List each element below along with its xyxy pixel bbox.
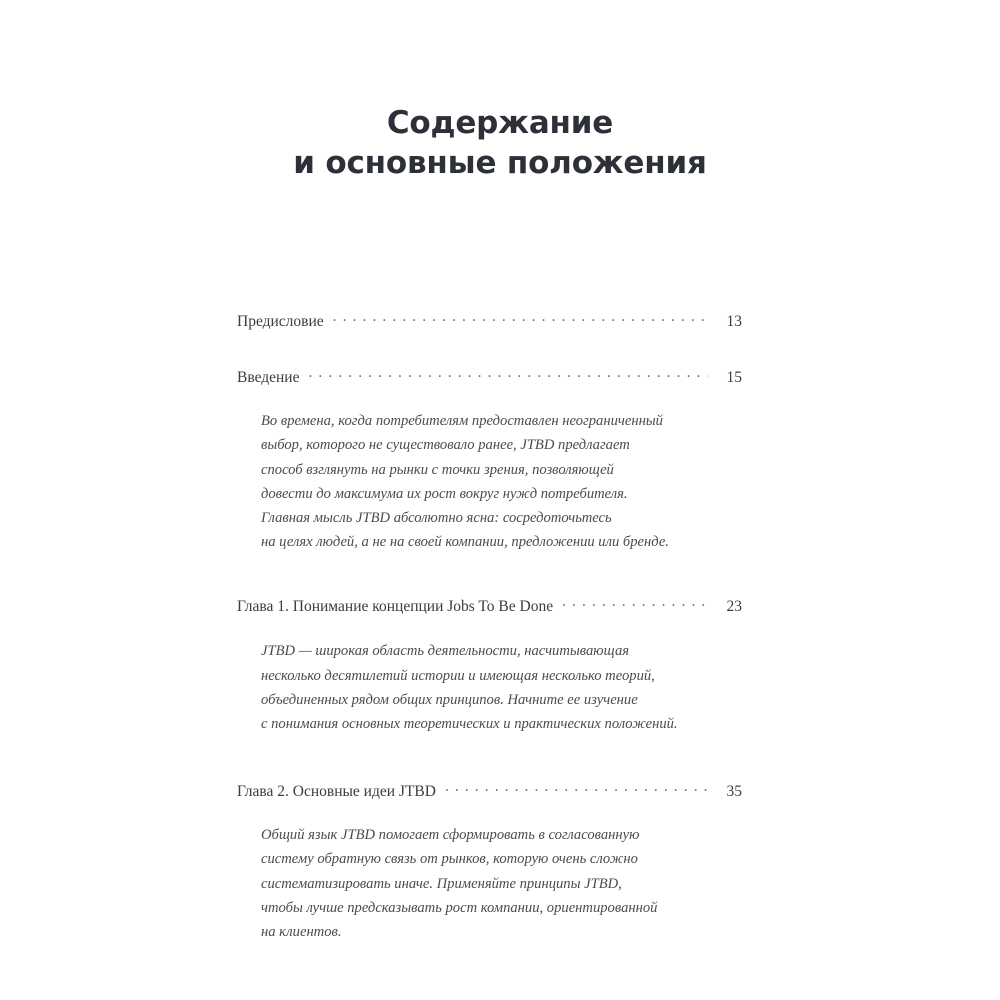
page-title-line-1: Содержание — [386, 105, 614, 141]
page-title — [0, 103, 1000, 183]
page-title-line-2: и основные положения — [293, 145, 707, 181]
dot-leader — [308, 367, 708, 383]
spacer — [237, 555, 742, 596]
description-line: систематизировать иначе. Применяйте принципы JTBD, — [261, 875, 622, 892]
description-line: довести до максимума их рост вокруг нужд потребителя. — [261, 485, 628, 502]
toc-entry-introduction[interactable] — [237, 367, 742, 388]
spacer — [237, 331, 742, 367]
spacer — [237, 801, 742, 823]
toc-entry-preface[interactable] — [237, 310, 742, 331]
description-line: на целях людей, а не на своей компании, предложении или бренде. — [261, 534, 669, 551]
toc-entry-title: Глава 2. Основные идеи JTBD — [237, 782, 436, 800]
description-line: чтобы лучше предсказывать рост компании, ориентированной — [261, 899, 658, 916]
description-line: систему обратную связь от рынков, которую очень сложно — [261, 851, 638, 868]
description-line: Во времена, когда потребителям предоставлен неограниченный — [261, 413, 663, 429]
toc-page-number: 35 — [726, 782, 742, 800]
description-line: JTBD — широкая область деятельности, насчитывающая — [261, 643, 630, 660]
toc-page-number: 23 — [726, 598, 742, 616]
description-line: с понимания основных теоретических и практических положений. — [261, 716, 678, 733]
spacer — [237, 616, 742, 639]
spacer — [237, 736, 742, 780]
toc-entry-chapter-2[interactable] — [237, 780, 742, 801]
dot-leader — [445, 780, 708, 796]
toc-entry-title: Введение — [237, 369, 300, 386]
toc-page-number: 15 — [726, 369, 742, 386]
description-line: выбор, которого не существовало ранее, JTBD предлагает — [261, 437, 630, 454]
dot-leader — [333, 310, 708, 326]
description-line: Общий язык JTBD помогает сформировать в согласованную — [261, 826, 640, 843]
dot-leader — [562, 596, 708, 612]
description-line: несколько десятилетий истории и имеющая несколько теорий, — [261, 667, 655, 684]
spacer — [237, 387, 742, 409]
description-line: объединенных рядом общих принципов. Начните ее изучение — [261, 691, 638, 708]
description-line: способ взглянуть на рынки с точки зрения, позволяющей — [261, 461, 614, 478]
description-line: на клиентов. — [261, 924, 342, 941]
toc-entry-title: Предисловие — [237, 312, 324, 330]
toc-entry-description — [261, 639, 742, 736]
table-of-contents — [237, 310, 742, 944]
toc-entry-chapter-1[interactable] — [237, 596, 742, 617]
toc-page-number: 13 — [726, 312, 742, 330]
toc-entry-description — [261, 823, 742, 944]
toc-entry-description — [261, 409, 742, 555]
description-line: Главная мысль JTBD абсолютно ясна: сосредоточьтесь — [261, 510, 612, 527]
toc-entry-title: Глава 1. Понимание концепции Jobs To Be Done — [237, 598, 554, 616]
